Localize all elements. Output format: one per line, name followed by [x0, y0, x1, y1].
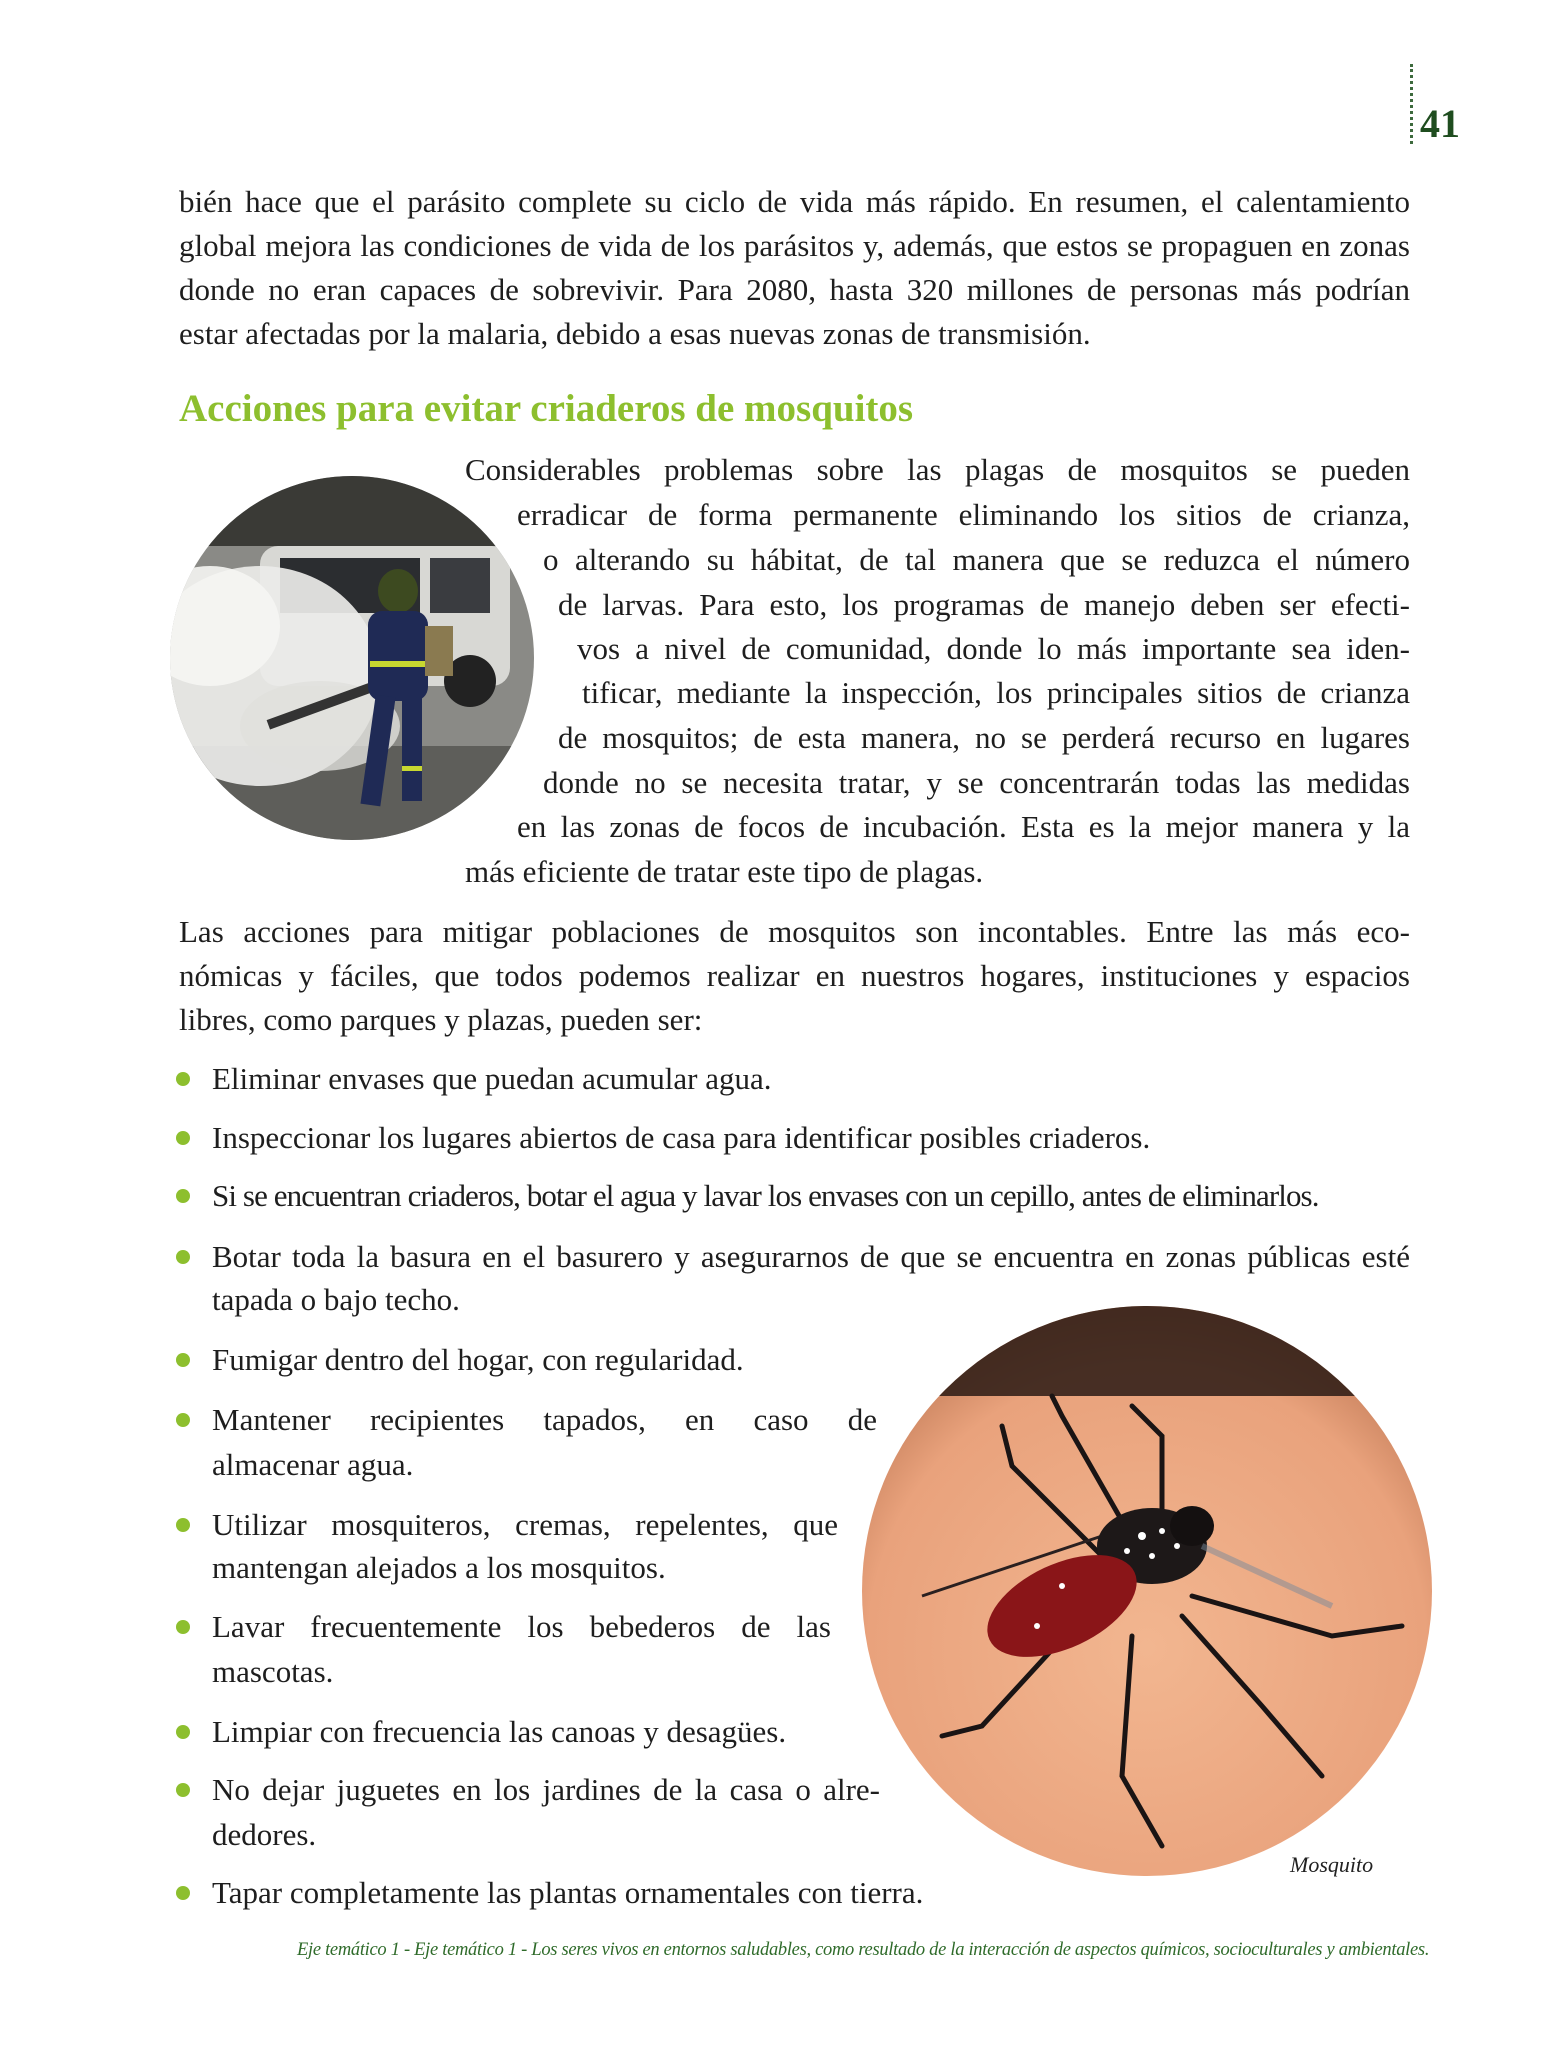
mosquito-photo	[862, 1306, 1432, 1876]
wrapped-line: en las zonas de focos de incubación. Esta es la mejor manera y la	[517, 809, 1410, 844]
bullet-text: Limpiar con frecuencia las canoas y desagües.	[212, 1714, 787, 1749]
page-number: 41	[1420, 101, 1460, 146]
actions-line: nómicas y fáciles, que todos podemos realizar en nuestros hogares, instituciones y espacios	[179, 958, 1410, 993]
bullet-dot	[176, 1353, 190, 1367]
wrapped-line: erradicar de forma permanente eliminando los sitios de crianza,	[517, 497, 1410, 532]
bullet-text: Mantener recipientes tapados, en caso de	[212, 1402, 877, 1437]
bullet-text: Lavar frecuentemente los bebederos de las	[212, 1609, 831, 1644]
section-heading: Acciones para evitar criaderos de mosquitos	[179, 387, 914, 430]
bullet-text: almacenar agua.	[212, 1447, 414, 1482]
intro-line: bién hace que el parásito complete su ciclo de vida más rápido. En resumen, el calentamiento	[179, 184, 1410, 219]
bullet-text: Inspeccionar los lugares abiertos de casa para identificar posibles criaderos.	[212, 1120, 1151, 1155]
bullet-dot	[176, 1131, 190, 1145]
bullet-dot	[176, 1518, 190, 1532]
bullet-text: Si se encuentran criaderos, botar el agua y lavar los envases con un cepillo, antes de eliminarlos.	[212, 1178, 1319, 1213]
page-number-divider	[1410, 64, 1413, 144]
bullet-dot	[176, 1886, 190, 1900]
bullet-text: Eliminar envases que puedan acumular agua.	[212, 1061, 772, 1096]
wrapped-line: tificar, mediante la inspección, los principales sitios de crianza	[582, 675, 1410, 710]
bullet-dot	[176, 1250, 190, 1264]
bullet-text: mantengan alejados a los mosquitos.	[212, 1550, 666, 1585]
bullet-text: Fumigar dentro del hogar, con regularidad.	[212, 1342, 744, 1377]
bullet-text: Utilizar mosquiteros, cremas, repelentes, que	[212, 1507, 838, 1542]
wrapped-line: de larvas. Para esto, los programas de manejo deben ser efecti-	[558, 587, 1410, 622]
wrapped-line: donde no se necesita tratar, y se concentrarán todas las medidas	[543, 765, 1410, 800]
bullet-dot	[176, 1620, 190, 1634]
bullet-dot	[176, 1072, 190, 1086]
actions-line: libres, como parques y plazas, pueden ser:	[179, 1002, 703, 1037]
bullet-text: No dejar juguetes en los jardines de la casa o alre-	[212, 1772, 880, 1807]
wrapped-line: vos a nivel de comunidad, donde lo más importante sea iden-	[577, 631, 1410, 666]
bullet-text: Botar toda la basura en el basurero y asegurarnos de que se encuentra en zonas públicas esté	[212, 1239, 1410, 1274]
wrapped-line: Considerables problemas sobre las plagas de mosquitos se pueden	[465, 452, 1410, 487]
bullet-dot	[176, 1725, 190, 1739]
bullet-dot	[176, 1783, 190, 1797]
intro-line: donde no eran capaces de sobrevivir. Para 2080, hasta 320 millones de personas más podrían	[179, 272, 1410, 307]
wrapped-line: de mosquitos; de esta manera, no se perderá recurso en lugares	[558, 720, 1410, 755]
page-footer: Eje temático 1 - Eje temático 1 - Los seres vivos en entornos saludables, como resultado de la interacción de aspectos químicos, socioculturales y ambientales.	[297, 1940, 1430, 1960]
actions-line: Las acciones para mitigar poblaciones de mosquitos son incontables. Entre las más eco-	[179, 914, 1410, 949]
fumigation-photo	[170, 476, 534, 840]
bullet-text: dedores.	[212, 1817, 317, 1852]
wrapped-line: o alterando su hábitat, de tal manera que se reduzca el número	[543, 542, 1410, 577]
bullet-text: tapada o bajo techo.	[212, 1282, 460, 1317]
bullet-dot	[176, 1413, 190, 1427]
intro-line: global mejora las condiciones de vida de los parásitos y, además, que estos se propaguen en zonas	[179, 228, 1410, 263]
wrapped-line: más eficiente de tratar este tipo de plagas.	[465, 854, 984, 889]
bullet-text: Tapar completamente las plantas ornamentales con tierra.	[212, 1875, 924, 1910]
bullet-dot	[176, 1189, 190, 1203]
bullet-text: mascotas.	[212, 1654, 334, 1689]
intro-line: estar afectadas por la malaria, debido a esas nuevas zonas de transmisión.	[179, 316, 1091, 351]
photo-caption: Mosquito	[1290, 1852, 1374, 1877]
